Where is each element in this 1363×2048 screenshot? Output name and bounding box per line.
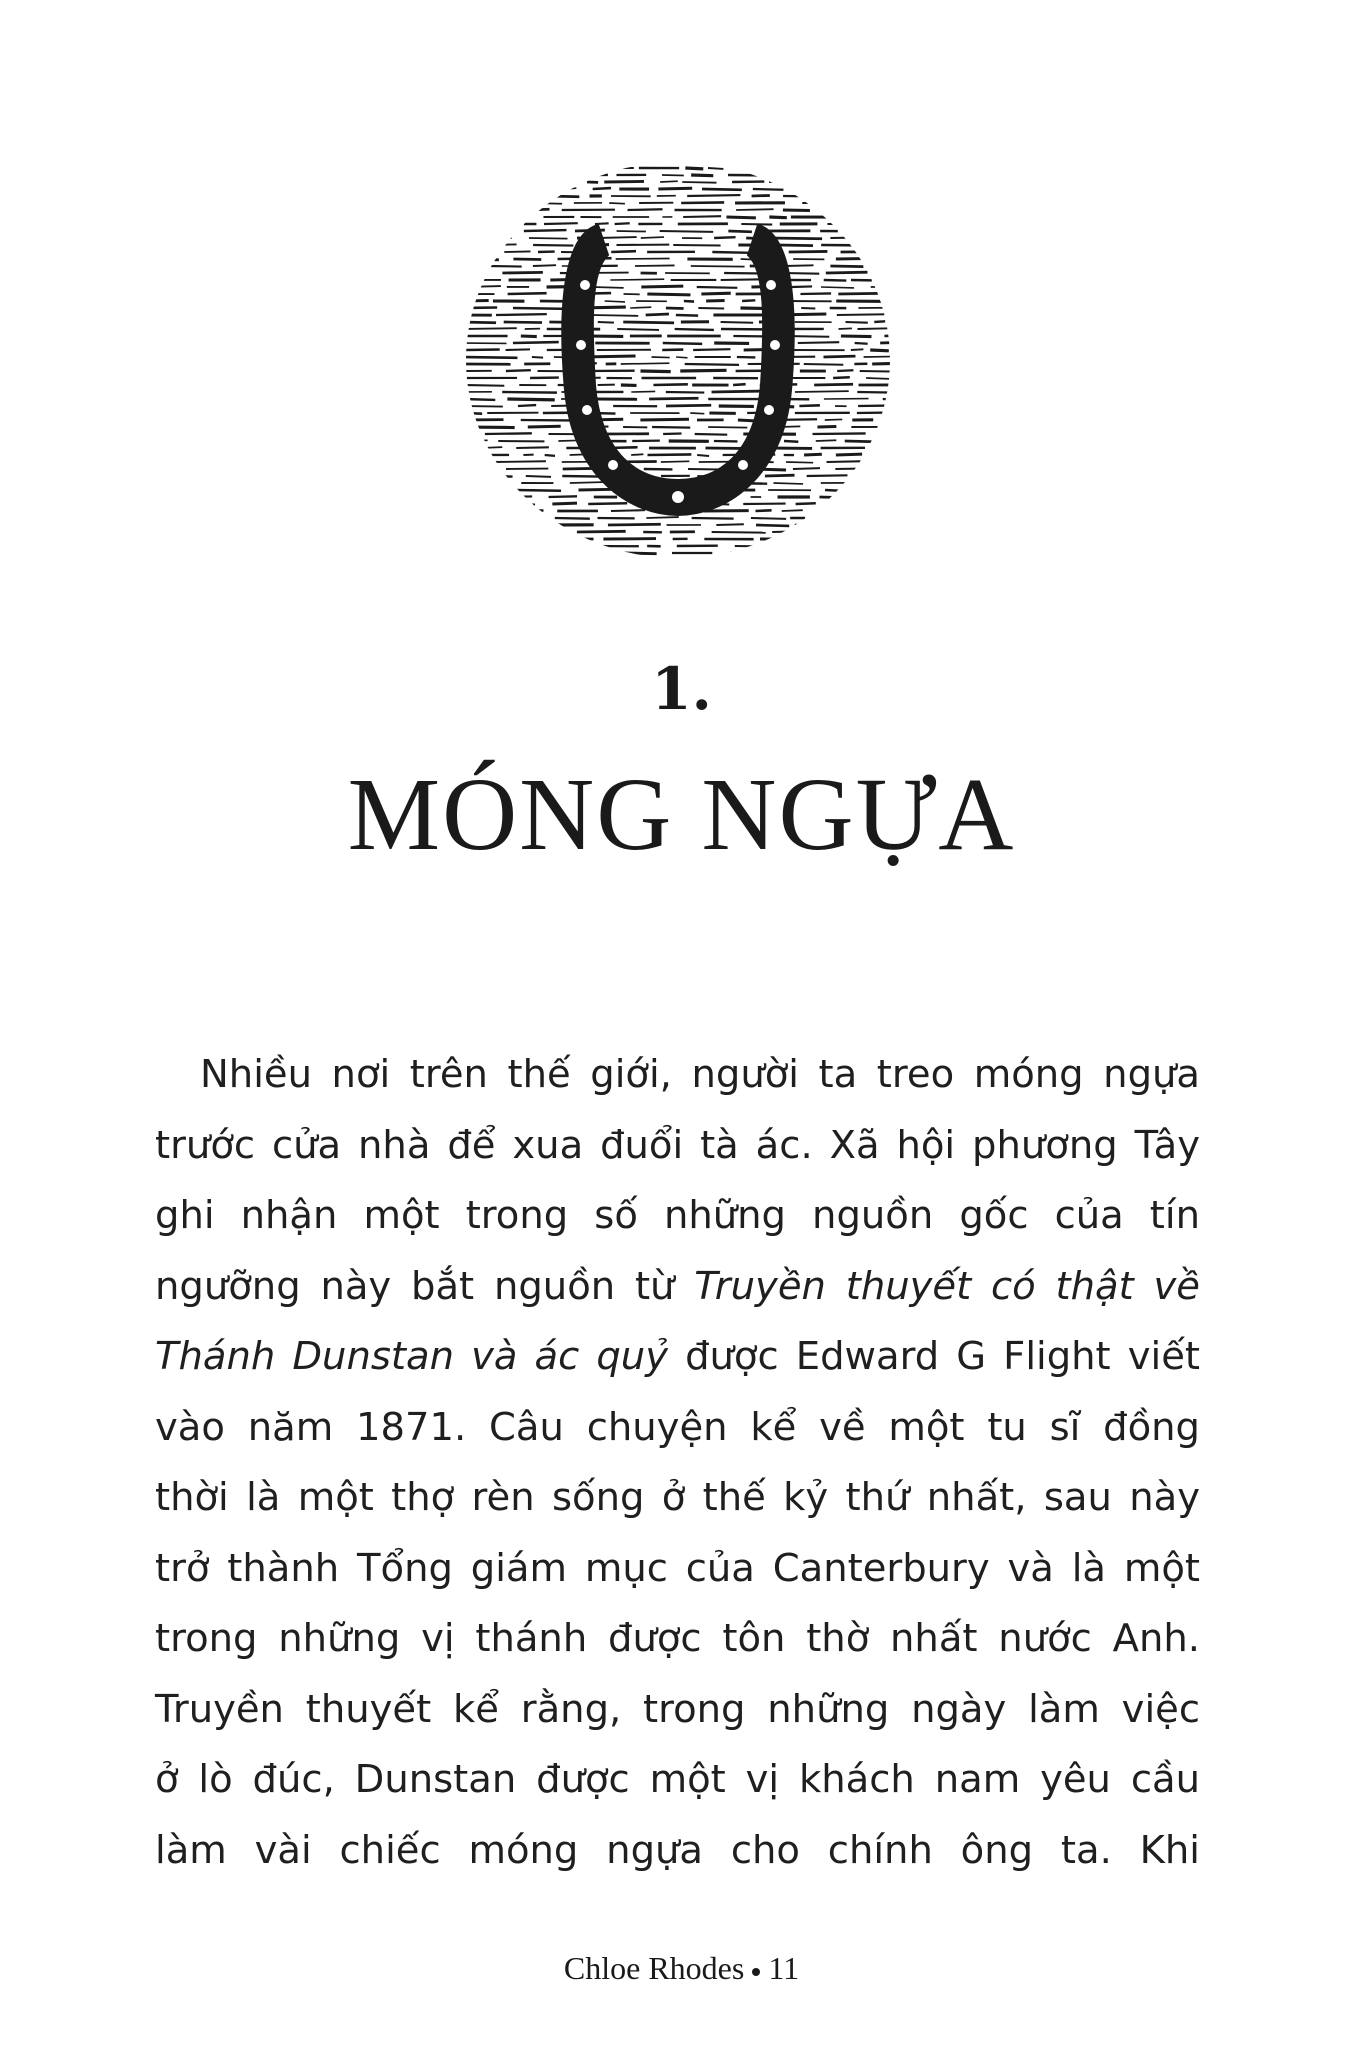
hatch-line	[714, 237, 735, 238]
hatch-line	[690, 413, 704, 414]
hatch-line	[658, 188, 692, 189]
hatch-line	[604, 181, 644, 182]
hatch-line	[741, 224, 772, 225]
hatch-line	[836, 258, 879, 259]
hatch-line	[706, 300, 724, 301]
hatch-line	[784, 441, 798, 442]
hatch-line	[513, 308, 568, 309]
hatch-line	[814, 384, 853, 385]
hatch-line	[855, 343, 868, 344]
hatch-line	[463, 518, 505, 519]
hatch-line	[726, 217, 755, 218]
hatch-line	[493, 461, 546, 462]
bullet-separator	[752, 1968, 760, 1976]
hatch-line	[836, 454, 862, 455]
hatch-line	[857, 328, 893, 329]
hatch-line	[841, 525, 859, 526]
hatch-line	[591, 315, 638, 316]
hatch-line	[702, 189, 742, 190]
hatch-line	[752, 195, 770, 196]
hatch-line	[830, 266, 863, 267]
hatch-line	[507, 167, 537, 168]
hatch-line	[751, 518, 786, 519]
hatch-line	[556, 546, 576, 547]
hatch-line	[463, 167, 495, 168]
hatch-line	[675, 329, 714, 330]
chapter-title: MÓNG NGỰA	[347, 757, 1016, 872]
hatch-line	[755, 510, 771, 511]
hatch-line	[827, 461, 871, 462]
hatch-line	[786, 462, 813, 463]
text-line: ở lò đúc, Dunstan được một vị khách nam yêu cầu	[155, 1757, 1200, 1802]
hatch-line	[819, 497, 844, 498]
hatch-line	[837, 370, 853, 371]
hatch-line	[778, 245, 813, 246]
hatch-line	[463, 406, 503, 407]
hatch-line	[826, 272, 868, 273]
hatch-line	[588, 503, 627, 504]
hatch-line	[524, 230, 567, 231]
hatch-line	[792, 286, 812, 287]
hatch-line	[793, 468, 820, 469]
hatch-line	[795, 391, 849, 392]
hatch-line	[860, 371, 893, 372]
hatch-line	[652, 427, 690, 428]
hatch-line	[555, 518, 590, 519]
hatch-line	[681, 202, 724, 203]
hatch-line	[463, 244, 517, 245]
hatch-line	[660, 181, 678, 182]
hatch-line	[820, 531, 858, 532]
hatch-line	[463, 552, 479, 553]
hatch-line	[853, 167, 879, 168]
hatch-line	[660, 231, 713, 232]
hatch-line	[697, 455, 709, 456]
hatch-line	[683, 216, 721, 217]
hatch-line	[883, 245, 893, 246]
hatch-line	[829, 552, 860, 553]
hatch-line	[835, 468, 880, 469]
hatch-line	[801, 189, 833, 190]
hatch-line	[502, 392, 557, 393]
hatch-line	[821, 287, 854, 288]
hatch-line	[712, 252, 750, 253]
hatch-line	[688, 469, 721, 470]
hatch-line	[623, 322, 674, 323]
text-line: trước cửa nhà để xua đuổi tà ác. Xã hội phương Tây	[155, 1122, 1200, 1168]
hatch-line	[807, 475, 848, 476]
page-footer	[0, 1950, 1363, 1987]
hatch-line	[521, 336, 537, 337]
hatch-line	[533, 265, 556, 266]
hatch-line	[871, 286, 893, 287]
hatch-line	[798, 342, 839, 343]
hatch-line	[463, 427, 515, 428]
book-title-italic: Thánh Dunstan và ác quỷ	[155, 1334, 668, 1379]
hatch-line	[532, 203, 563, 204]
hatch-line	[802, 202, 848, 203]
hatch-line	[611, 251, 636, 252]
hatch-line	[463, 286, 501, 287]
hatch-line	[621, 363, 670, 364]
hatch-line	[549, 496, 577, 497]
hatch-line	[857, 392, 893, 393]
hatch-line	[593, 188, 611, 189]
text-line: Truyền thuyết kể rằng, trong những ngày làm việc	[155, 1686, 1200, 1732]
text-segment: ngưỡng này bắt nguồn từ	[155, 1263, 675, 1309]
hatch-line	[663, 343, 702, 344]
chapter-number: 1.	[651, 655, 712, 723]
hatch-line	[738, 420, 755, 421]
hatch-line	[502, 272, 542, 273]
hatch-line	[463, 469, 497, 470]
text-line	[155, 1252, 1200, 1323]
hatch-line	[830, 237, 872, 238]
hatch-line	[742, 300, 755, 301]
hatch-line	[463, 476, 513, 477]
hatch-line	[617, 329, 659, 330]
hatch-line	[504, 251, 530, 252]
hatch-line	[886, 420, 893, 421]
hatch-line	[630, 307, 651, 308]
hatch-line	[886, 181, 893, 182]
book-title-italic: Truyền thuyết có thật về	[694, 1263, 1200, 1309]
hatch-line	[510, 518, 543, 519]
hatch-line	[691, 175, 713, 176]
hatch-line	[892, 469, 893, 470]
hatch-line	[544, 223, 578, 224]
hatch-line	[816, 440, 837, 441]
horseshoe-icon	[463, 160, 893, 560]
hatch-line	[817, 426, 836, 427]
hatch-line	[825, 490, 846, 491]
hatch-line	[463, 462, 485, 463]
hatch-line	[716, 524, 744, 525]
hatch-line	[508, 293, 547, 294]
hatch-line	[652, 357, 670, 358]
hatch-line	[641, 237, 664, 238]
hatch-line	[773, 483, 803, 484]
hatch-line	[661, 461, 689, 462]
text-line: Nhiều nơi trên thế giới, người ta treo móng ngựa	[200, 1052, 1200, 1097]
text-line: trở thành Tổng giám mục của Canterbury và là một	[155, 1545, 1200, 1591]
hatch-line	[463, 483, 509, 484]
hatch-line	[533, 245, 573, 246]
hatch-line	[520, 539, 550, 540]
author-name: Chloe Rhodes	[563, 1950, 745, 1986]
hatch-line	[864, 174, 886, 175]
hatch-line	[753, 189, 784, 190]
hatch-line	[647, 454, 691, 455]
hatch-line	[812, 433, 865, 434]
hatch-line	[676, 357, 687, 358]
hatch-line	[824, 280, 847, 281]
hatch-line	[493, 552, 511, 553]
hatch-line	[463, 538, 503, 539]
hatch-line	[851, 349, 864, 350]
hatch-line	[463, 259, 499, 260]
hatch-line	[879, 273, 893, 274]
hatch-line	[676, 315, 698, 316]
hatch-line	[506, 370, 531, 371]
hatch-line	[610, 279, 664, 280]
hatch-line	[617, 231, 646, 232]
hatch-line	[870, 350, 889, 351]
hatch-line	[495, 496, 532, 497]
hatch-line	[592, 287, 624, 288]
hatch-line	[853, 223, 893, 224]
hatch-line	[808, 553, 825, 554]
hatch-line	[640, 419, 689, 420]
hatch-line	[873, 265, 893, 266]
hatch-line	[653, 384, 687, 385]
hatch-line	[868, 510, 893, 511]
hatch-line	[598, 322, 614, 323]
text-line: ghi nhận một trong số những nguồn gốc của tín	[155, 1193, 1200, 1238]
hatch-line	[605, 301, 625, 302]
hatch-line	[647, 294, 690, 295]
hatch-line	[874, 321, 885, 322]
hatch-line	[496, 314, 547, 315]
hatch-line	[463, 434, 477, 435]
hatch-line	[875, 552, 893, 553]
hatch-line	[692, 518, 734, 519]
hatch-line	[769, 217, 787, 218]
hatch-line	[528, 426, 561, 427]
hatch-line	[498, 196, 537, 197]
hatch-line	[646, 314, 669, 315]
hatch-line	[532, 357, 543, 358]
hatch-line	[682, 182, 716, 183]
hatch-line	[487, 266, 522, 267]
hatch-line	[463, 489, 474, 490]
hatch-line	[839, 328, 852, 329]
hatch-line	[666, 392, 704, 393]
hatch-line	[515, 490, 561, 491]
hatch-line	[463, 399, 495, 400]
hatch-line	[845, 441, 875, 442]
hatch-line	[635, 265, 675, 266]
hatch-line	[527, 209, 549, 210]
hatch-line	[881, 483, 892, 484]
hatch-line	[838, 293, 888, 294]
hatch-line	[623, 553, 657, 554]
hatch-line	[873, 209, 893, 210]
text-line: vào năm 1871. Câu chuyện kể về một tu sĩ đồng	[155, 1404, 1200, 1450]
hatch-line	[558, 440, 577, 441]
hatch-line	[570, 482, 603, 483]
hatch-line	[769, 238, 822, 239]
hatch-line	[858, 489, 876, 490]
hatch-line	[765, 475, 795, 476]
body-paragraph	[155, 1040, 1200, 1886]
hatch-line	[789, 251, 828, 252]
hatch-line	[504, 322, 542, 323]
hatch-line	[563, 188, 576, 189]
hatch-line	[463, 210, 514, 211]
hatch-line	[885, 258, 893, 259]
hatch-line	[577, 531, 626, 532]
hatch-line	[810, 167, 845, 168]
text-line	[155, 1322, 1200, 1393]
hatch-line	[791, 181, 837, 182]
hatch-line	[853, 230, 879, 231]
hatch-line	[595, 223, 609, 224]
hatch-line	[516, 447, 549, 448]
hatch-line	[701, 293, 730, 294]
text-line: làm vài chiếc móng ngựa cho chính ông ta. Khi	[155, 1827, 1200, 1873]
hatch-line	[463, 175, 500, 176]
hatch-line	[691, 266, 745, 267]
hatch-line	[507, 399, 554, 400]
hatch-line	[562, 476, 600, 477]
hatch-line	[887, 475, 893, 476]
hatch-line	[708, 427, 747, 428]
hatch-line	[684, 301, 694, 302]
hatch-line	[804, 364, 844, 365]
hatch-line	[611, 510, 645, 511]
hatch-line	[609, 203, 625, 204]
hatch-line	[866, 378, 893, 379]
hatch-line	[695, 434, 728, 435]
hatch-line	[480, 447, 502, 448]
hatch-line	[463, 413, 482, 414]
hatch-line	[646, 517, 678, 518]
hatch-line	[883, 399, 893, 400]
hatch-line	[463, 322, 496, 323]
hatch-line	[825, 419, 842, 420]
text-segment: được Edward G Flight viết	[685, 1334, 1200, 1379]
hatch-line	[640, 371, 670, 372]
hatch-line	[666, 308, 684, 309]
hatch-line	[736, 209, 773, 210]
hatch-line	[708, 168, 723, 169]
hatch-line	[463, 328, 517, 329]
hatch-line	[847, 545, 883, 546]
hatch-line	[506, 223, 517, 224]
hatch-line	[463, 524, 474, 525]
hatch-line	[728, 231, 752, 232]
hatch-line	[526, 476, 551, 477]
hatch-line	[879, 434, 891, 435]
hatch-line	[693, 349, 730, 350]
hatch-line	[488, 230, 516, 231]
hatch-line	[547, 196, 580, 197]
hatch-line	[631, 454, 643, 455]
hatch-line	[783, 210, 810, 211]
hatch-line	[485, 433, 532, 434]
hatch-line	[666, 405, 711, 406]
hatch-line	[463, 440, 488, 441]
hatch-line	[769, 181, 782, 182]
hatch-line	[772, 531, 797, 532]
hatch-line	[463, 231, 478, 232]
hatch-line	[788, 545, 801, 546]
hatch-line	[800, 293, 831, 294]
hatch-line	[796, 503, 816, 504]
hatch-line	[513, 342, 559, 343]
hatch-line	[712, 532, 766, 533]
text-line: thời là một thợ rèn sống ở thế kỷ thứ nhất, sau này	[155, 1475, 1200, 1520]
hatch-line	[721, 322, 754, 323]
hatch-line	[552, 503, 577, 504]
hatch-line	[685, 168, 703, 169]
text-line: trong những vị thánh được tôn thờ nhất nước Anh.	[155, 1616, 1200, 1661]
hatch-line	[697, 287, 738, 288]
hatch-line	[495, 510, 543, 511]
page-number: 11	[768, 1950, 800, 1986]
hatch-line	[463, 545, 504, 546]
hatch-line	[463, 357, 517, 358]
hatch-line	[615, 223, 630, 224]
hatch-line	[578, 489, 613, 490]
hatch-line	[685, 364, 739, 365]
hatch-line	[631, 391, 655, 392]
hatch-line	[687, 195, 740, 196]
hatch-line	[680, 370, 726, 371]
hatch-line	[846, 322, 868, 323]
hatch-line	[712, 391, 764, 392]
hatch-line	[649, 398, 698, 399]
hatch-line	[517, 545, 549, 546]
hatch-line	[756, 525, 789, 526]
hatch-line	[673, 245, 720, 246]
hatch-line	[857, 476, 883, 477]
hatch-line	[556, 182, 572, 183]
hatch-line	[841, 336, 872, 337]
hatch-line	[506, 349, 530, 350]
hatch-line	[733, 384, 746, 385]
hatch-line	[463, 385, 504, 386]
hatch-line	[491, 237, 512, 238]
hatch-line	[784, 265, 813, 266]
hatch-line	[833, 377, 850, 378]
hatch-line	[663, 433, 681, 434]
hatch-line	[799, 405, 820, 406]
hatch-line	[869, 447, 886, 448]
hatch-line	[628, 209, 663, 210]
hatch-line	[877, 195, 893, 196]
hatch-line	[782, 510, 803, 511]
hatch-line	[545, 455, 555, 456]
hatch-line	[859, 497, 884, 498]
hatch-line	[529, 238, 568, 239]
hatch-line	[463, 196, 493, 197]
hatch-line	[828, 504, 865, 505]
hatch-line	[892, 497, 893, 498]
hatch-line	[804, 454, 822, 455]
hatch-line	[518, 405, 536, 406]
hatch-line	[641, 286, 683, 287]
hatch-line	[502, 202, 527, 203]
hatch-line	[463, 181, 499, 182]
hatch-line	[823, 356, 855, 357]
hatch-line	[837, 314, 888, 315]
hatch-line	[608, 524, 661, 525]
